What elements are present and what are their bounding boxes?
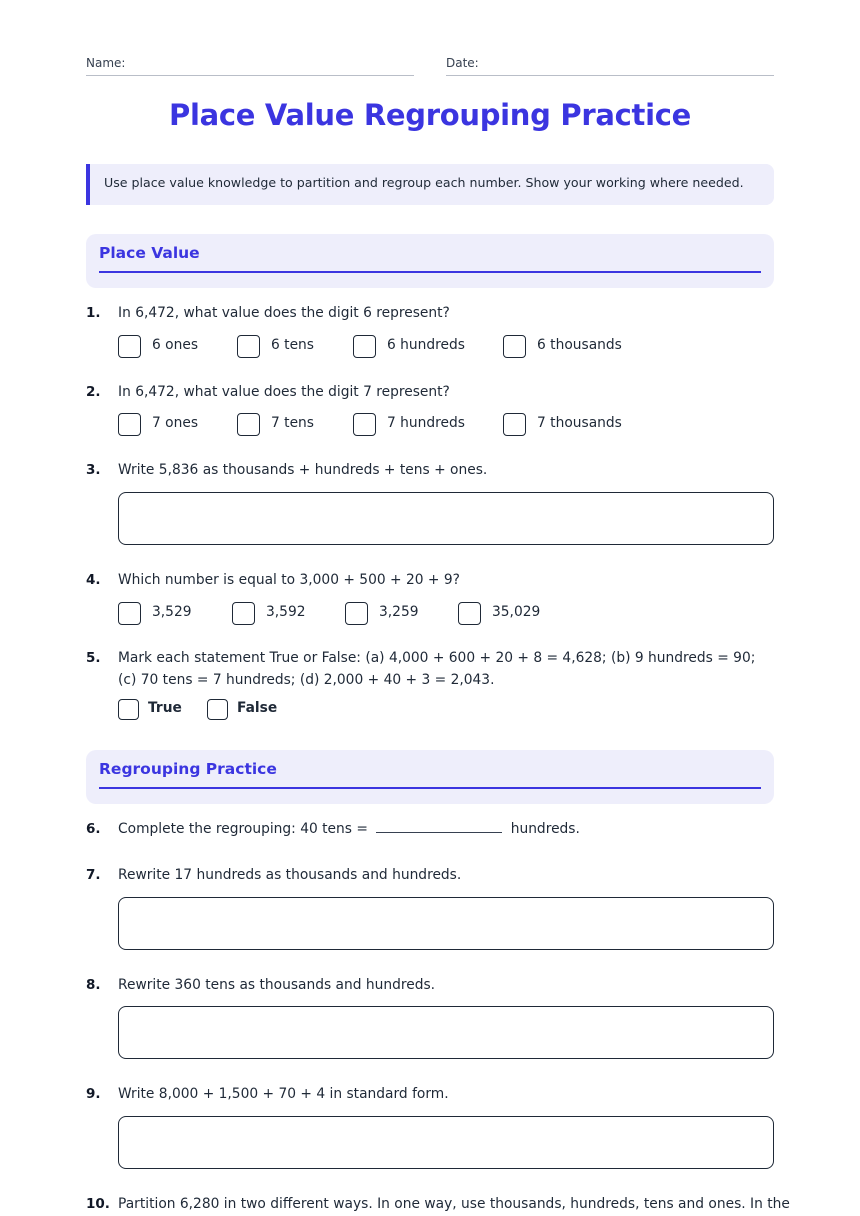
question-number: 4. [86,572,101,588]
q7-answer-box[interactable] [118,897,774,950]
option-label: 6 hundreds [387,337,465,353]
option-label: 7 tens [271,415,314,431]
section-header-regrouping-practice [86,750,774,804]
checkbox[interactable] [353,335,376,358]
checkbox[interactable] [237,335,260,358]
option-label: 6 ones [152,337,199,353]
question-text [118,818,774,840]
name-field[interactable] [86,55,414,76]
question-text: Mark each statement True or False: (a) 4,000 + 600 + 20 + 8 = 4,628; (b) 9 hundreds = 90; (c) 70 tens = 7 hundreds; (d) 2,000 + 40 + 3 = 2,043. [118,650,756,688]
question-number: 6. [86,821,101,837]
checkbox[interactable] [503,413,526,436]
question-number: 1. [86,305,101,321]
question-number: 3. [86,462,101,478]
option-label: 3,259 [379,604,419,620]
date-label: Date: [446,56,479,70]
checkbox[interactable] [345,602,368,625]
question-number: 2. [86,384,101,400]
checkbox[interactable] [353,413,376,436]
checkbox[interactable] [118,699,139,720]
question-number: 8. [86,977,101,993]
question-number: 7. [86,867,101,883]
checkbox[interactable] [118,602,141,625]
option-label: 7 thousands [537,415,622,431]
question-text: Partition 6,280 in two different ways. In one way, use thousands, hundreds, tens and ones. In the [118,1196,790,1212]
question-text: Rewrite 360 tens as thousands and hundreds. [118,977,436,993]
checkbox[interactable] [503,335,526,358]
section-divider [99,787,761,789]
checkbox[interactable] [458,602,481,625]
question-text: In 6,472, what value does the digit 6 represent? [118,305,450,321]
option-label: 3,592 [266,604,306,620]
question-number: 10. [86,1196,110,1212]
q9-answer-box[interactable] [118,1116,774,1169]
checkbox[interactable] [207,699,228,720]
section-header-place-value [86,234,774,288]
q3-answer-box[interactable] [118,492,774,545]
question-text: Which number is equal to 3,000 + 500 + 20 + 9? [118,572,460,588]
question-text-before: Complete the regrouping: 40 tens = [118,821,368,837]
option-label: 35,029 [492,604,541,620]
fill-in-blank[interactable] [376,819,502,833]
checkbox[interactable] [232,602,255,625]
page-title: Place Value Regrouping Practice [168,98,691,132]
header-row [86,55,774,76]
option-label: 7 hundreds [387,415,465,431]
question-text: Write 5,836 as thousands + hundreds + tens + ones. [118,462,488,478]
option-label: 6 tens [271,337,314,353]
question-text: In 6,472, what value does the digit 7 represent? [118,384,450,400]
checkbox[interactable] [118,335,141,358]
date-field[interactable] [446,55,774,76]
option-label: True [148,700,182,716]
option-label: 3,529 [152,604,192,620]
checkbox[interactable] [237,413,260,436]
question-number: 5. [86,650,101,666]
option-label: False [237,700,278,716]
option-label: 7 ones [152,415,199,431]
section-title: Place Value [99,244,200,262]
section-divider [99,271,761,273]
question-text: Write 8,000 + 1,500 + 70 + 4 in standard form. [118,1086,449,1102]
question-text: Rewrite 17 hundreds as thousands and hundreds. [118,867,462,883]
q8-answer-box[interactable] [118,1006,774,1059]
question-text-after: hundreds. [510,821,580,837]
option-label: 6 thousands [537,337,622,353]
question-number: 9. [86,1086,101,1102]
section-title: Regrouping Practice [99,760,277,778]
instructions-callout: Use place value knowledge to partition and regroup each number. Show your working where needed. [86,164,774,205]
checkbox[interactable] [118,413,141,436]
name-label: Name: [86,56,126,70]
